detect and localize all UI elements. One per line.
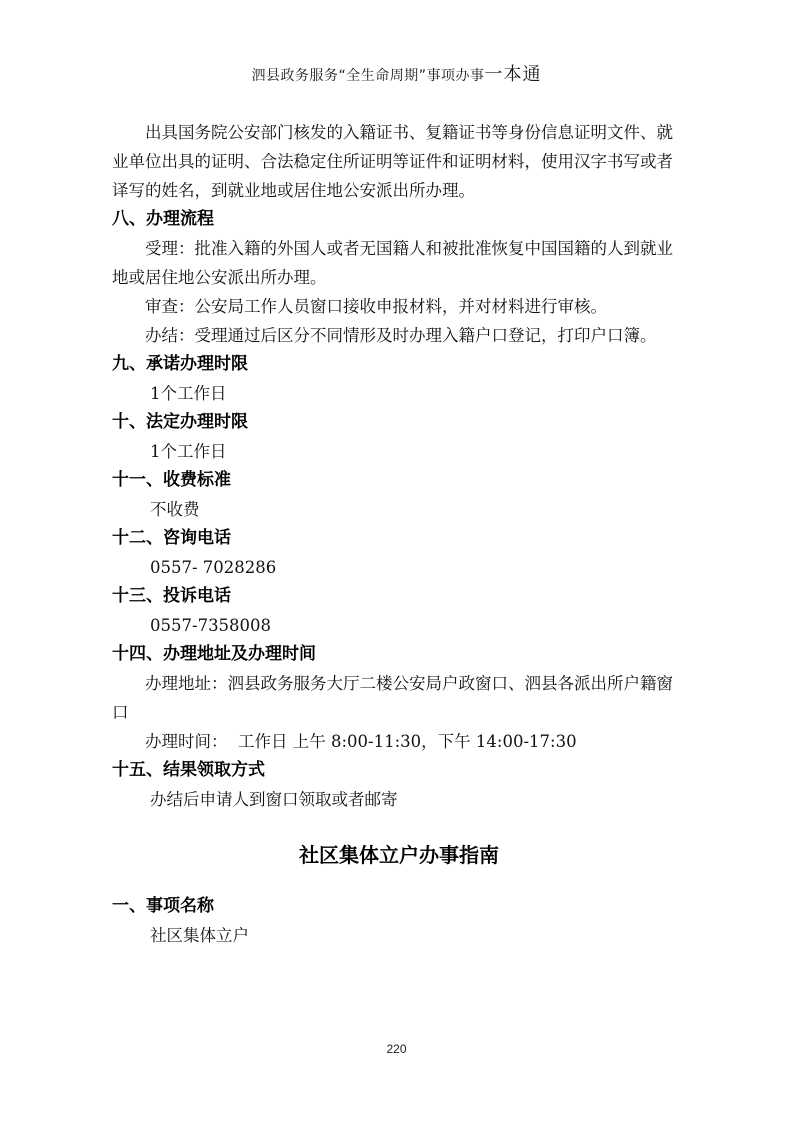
section-10-heading: 十、法定办理时限	[112, 412, 248, 432]
section-15-value: 办结后申请人到窗口领取或者邮寄	[150, 790, 398, 809]
section-9-value: 1个工作日	[150, 384, 227, 403]
header-title-emphasis: 一本通	[484, 64, 542, 85]
document-body	[112, 118, 686, 950]
page-header	[0, 60, 793, 86]
section-8-review: 审查：公安局工作人员窗口接收申报材料，并对材料进行审核。	[145, 297, 607, 316]
guide-item-1-value: 社区集体立户	[150, 926, 249, 945]
section-10-value: 1个工作日	[150, 442, 227, 461]
header-title: 泗县政务服务“全生命周期”事项办事	[251, 68, 485, 84]
section-11-value: 不收费	[150, 500, 200, 519]
section-13-heading: 十三、投诉电话	[112, 586, 231, 606]
office-hours: 办理时间： 工作日 上午 8:00-11:30，下午 14:00-17:30	[145, 732, 577, 751]
section-8-complete: 办结：受理通过后区分不同情形及时办理入籍户口登记，打印户口簿。	[145, 326, 657, 345]
complaint-phone: 0557-7358008	[150, 616, 272, 635]
section-8-heading: 八、办理流程	[112, 209, 214, 229]
intro-paragraph: 出具国务院公安部门核发的入籍证书、复籍证书等身份信息证明文件、就业单位出具的证明、合法稳定住所证明等证件和证明材料，使用汉字书写或者译写的姓名，到就业地或居住地公安派出所办理。	[112, 123, 673, 200]
section-15-heading: 十五、结果领取方式	[112, 760, 265, 780]
office-address: 办理地址：泗县政务服务大厅二楼公安局户政窗口、泗县各派出所户籍窗口	[112, 674, 673, 722]
section-12-heading: 十二、咨询电话	[112, 528, 231, 548]
section-14-heading: 十四、办理地址及办理时间	[112, 644, 316, 664]
guide-item-1-heading: 一、事项名称	[112, 896, 214, 916]
section-11-heading: 十一、收费标准	[112, 470, 231, 490]
section-8-accept: 受理：批准入籍的外国人或者无国籍人和被批准恢复中国国籍的人到就业地或居住地公安派出所办理。	[112, 239, 673, 287]
page-number: 220	[386, 1042, 407, 1056]
consult-phone: 0557- 7028286	[150, 558, 277, 577]
section-9-heading: 九、承诺办理时限	[112, 354, 248, 374]
guide-title: 社区集体立户办事指南	[299, 843, 499, 867]
